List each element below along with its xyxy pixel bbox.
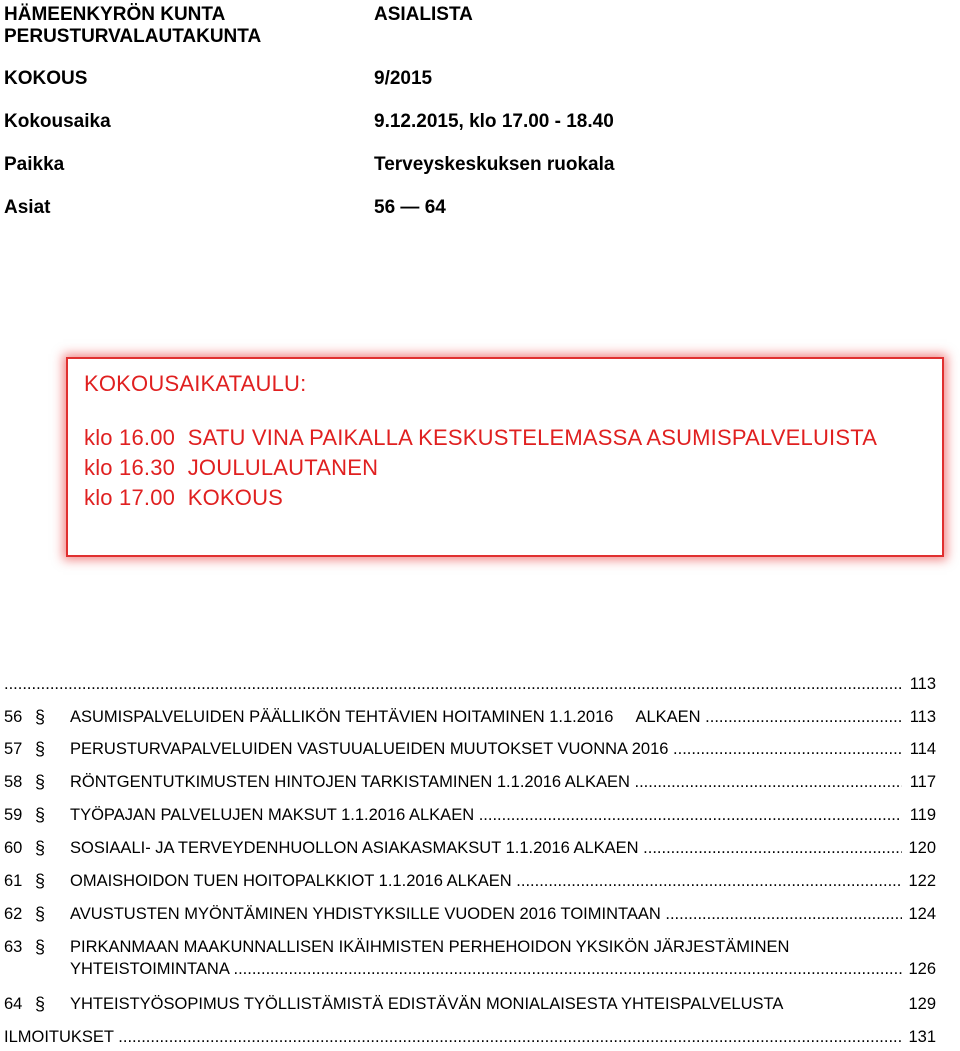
toc-item[interactable] xyxy=(4,838,936,862)
toc-item-title: AVUSTUSTEN MYÖNTÄMINEN YHDISTYKSILLE VUODEN 2016 TOIMINTAAN ..... xyxy=(70,904,902,924)
meeting-label: KOKOUS xyxy=(4,68,88,89)
toc-item-number: 60 xyxy=(4,839,23,857)
toc-item-number: 59 xyxy=(4,806,23,824)
toc-item[interactable] xyxy=(4,994,936,1018)
toc-leader-row[interactable] xyxy=(4,674,936,698)
toc-item-number: 57 xyxy=(4,740,23,758)
schedule-line: klo 16.00 SATU VINA PAIKALLA KESKUSTELEMASSA ASUMISPALVELUISTA xyxy=(84,425,878,450)
items-label: Asiat xyxy=(4,197,51,218)
toc-item-number: 61 xyxy=(4,872,23,890)
toc-item-title: OMAISHOIDON TUEN HOITOPALKKIOT 1.1.2016 ALKAEN ..... xyxy=(70,871,902,891)
toc-item[interactable] xyxy=(4,871,936,895)
toc-page-number: 120 xyxy=(908,839,936,857)
schedule-title: KOKOUSAIKATAULU: xyxy=(84,371,307,396)
section-sign-icon: § xyxy=(34,937,45,957)
toc-page-number: 113 xyxy=(909,675,936,693)
toc-page-number: 129 xyxy=(908,995,936,1013)
toc-item[interactable] xyxy=(4,937,936,983)
toc-item-title: SOSIAALI- JA TERVEYDENHUOLLON ASIAKASMAKSUT 1.1.2016 ALKAEN ..... xyxy=(70,838,902,858)
section-sign-icon: § xyxy=(34,904,45,924)
toc-item-number: 62 xyxy=(4,905,23,923)
toc-item-number: 56 xyxy=(4,708,23,726)
schedule-line: klo 16.30 JOULULAUTANEN xyxy=(84,455,379,480)
committee-name: PERUSTURVALAUTAKUNTA xyxy=(4,26,262,47)
toc-page-number: 122 xyxy=(908,872,936,890)
toc-page-number: 119 xyxy=(909,806,936,824)
toc-item-title: TYÖPAJAN PALVELUJEN MAKSUT 1.1.2016 ALKAEN ..... xyxy=(70,805,902,825)
schedule-line: klo 17.00 KOKOUS xyxy=(84,485,284,510)
organization-name: HÄMEENKYRÖN KUNTA xyxy=(4,4,226,25)
toc-item-title: ILMOITUKSET ..... xyxy=(4,1027,902,1047)
toc-page-number: 113 xyxy=(909,708,936,726)
toc-leader xyxy=(4,674,902,694)
section-sign-icon: § xyxy=(34,871,45,891)
toc-item[interactable] xyxy=(4,904,936,928)
toc-page-number: 124 xyxy=(908,905,936,923)
toc-page-number: 131 xyxy=(908,1028,936,1046)
toc-item[interactable] xyxy=(4,739,936,763)
toc-announcements[interactable] xyxy=(4,1027,936,1051)
section-sign-icon: § xyxy=(34,994,45,1014)
toc-page-number: 126 xyxy=(908,960,936,978)
toc-item-number: 63 xyxy=(4,938,23,956)
toc-item-number: 64 xyxy=(4,995,23,1013)
toc-item-title: RÖNTGENTUTKIMUSTEN HINTOJEN TARKISTAMINEN 1.1.2016 ALKAEN ..... xyxy=(70,772,902,792)
toc-item[interactable] xyxy=(4,805,936,829)
section-sign-icon: § xyxy=(34,838,45,858)
toc-item-title: YHTEISTYÖSOPIMUS TYÖLLISTÄMISTÄ EDISTÄVÄN MONIALAISESTA YHTEISPALVELUSTA xyxy=(70,995,784,1013)
toc-item-title-continued: YHTEISTOIMINTANA ..... xyxy=(70,959,902,979)
section-sign-icon: § xyxy=(34,707,45,727)
document-type: ASIALISTA xyxy=(374,4,473,25)
toc-item-title: PERUSTURVAPALVELUIDEN VASTUUALUEIDEN MUUTOKSET VUONNA 2016 ..... xyxy=(70,739,902,759)
meeting-time-label: Kokousaika xyxy=(4,111,111,132)
toc-item[interactable] xyxy=(4,772,936,796)
meeting-time-value: 9.12.2015, klo 17.00 - 18.40 xyxy=(374,111,614,132)
section-sign-icon: § xyxy=(34,739,45,759)
meeting-place-value: Terveyskeskuksen ruokala xyxy=(374,154,615,175)
schedule-box xyxy=(66,357,944,557)
section-sign-icon: § xyxy=(34,805,45,825)
meeting-place-label: Paikka xyxy=(4,154,65,175)
toc-item-title: PIRKANMAAN MAAKUNNALLISEN IKÄIHMISTEN PERHEHOIDON YKSIKÖN JÄRJESTÄMINEN xyxy=(70,938,790,956)
toc-item[interactable] xyxy=(4,707,936,731)
items-value: 56 — 64 xyxy=(374,197,446,218)
toc-page-number: 117 xyxy=(909,773,936,791)
toc-item-title: ASUMISPALVELUIDEN PÄÄLLIKÖN TEHTÄVIEN HOITAMINEN 1.1.2016 ALKAEN ..... xyxy=(70,707,902,727)
section-sign-icon: § xyxy=(34,772,45,792)
toc-page-number: 114 xyxy=(909,740,936,758)
meeting-value: 9/2015 xyxy=(374,68,433,89)
toc-item-number: 58 xyxy=(4,773,23,791)
